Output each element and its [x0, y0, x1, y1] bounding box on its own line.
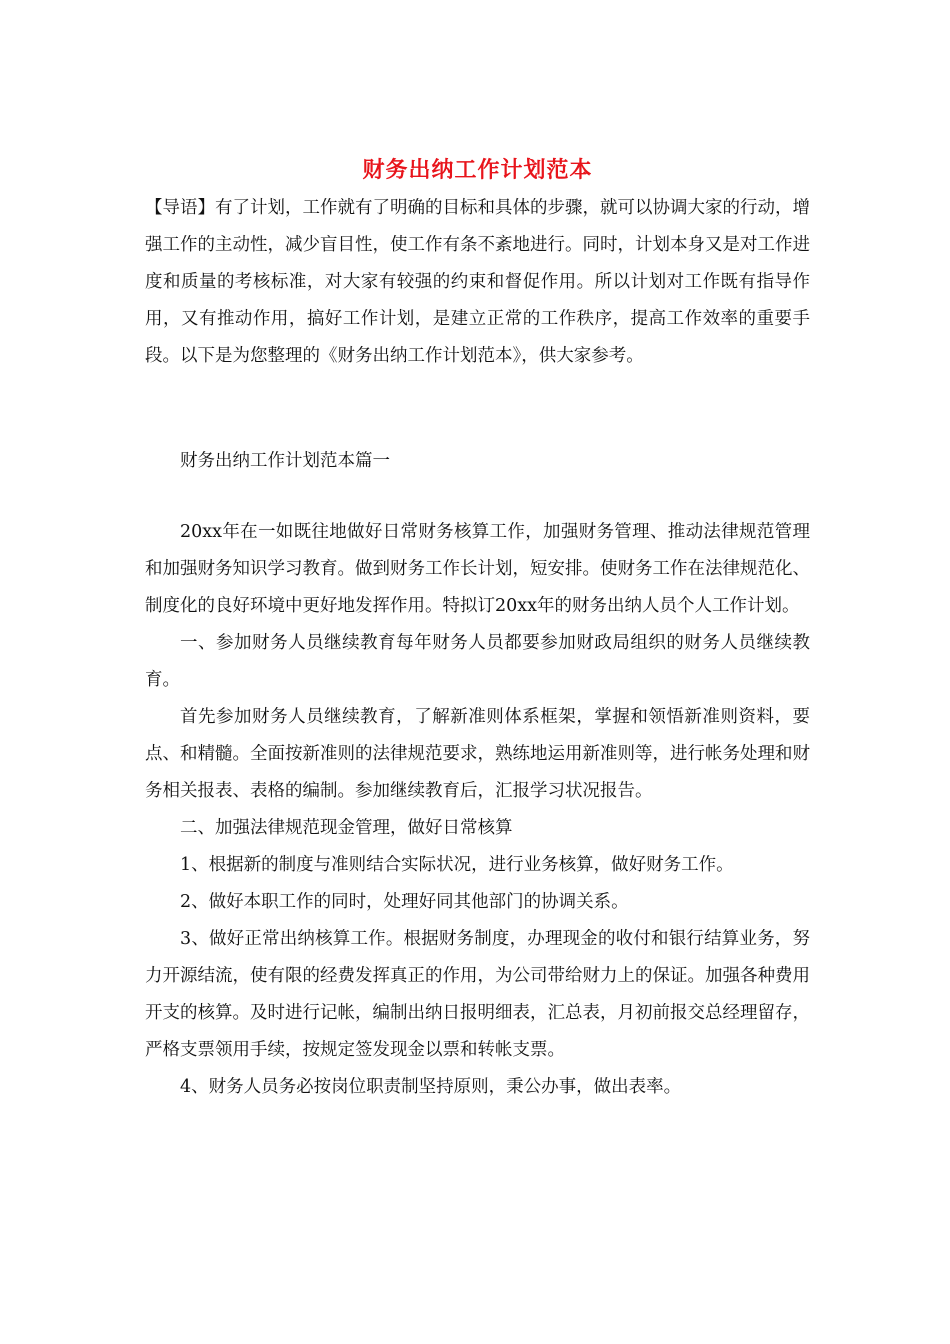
body-paragraph: 二、加强法律规范现金管理，做好日常核算 [180, 818, 513, 838]
intro-paragraph: 【导语】有了计划，工作就有了明确的目标和具体的步骤，就可以协调大家的行动，增强工作的主动性，减少盲目性，使工作有条不紊地进行。同时，计划本身又是对工作进度和质量的考核标准，对大家有较强的约束和督促作用。所以计划对工作既有指导作用，又有推动作用，搞好工作计划，是建立正常的工作秩序，提高工作效率的重要手段。以下是为您整理的《财务出纳工作计划范本》，供大家参考。 [145, 198, 810, 366]
spacer [145, 375, 810, 443]
document-content [145, 150, 810, 1106]
document-title: 财务出纳工作计划范本 [362, 157, 593, 183]
body-paragraph: 4、财务人员务必按岗位职责制坚持原则，秉公办事，做出表率。 [180, 1077, 682, 1097]
body-paragraph: 2、做好本职工作的同时，处理好同其他部门的协调关系。 [180, 892, 629, 912]
body-paragraph: 3、做好正常出纳核算工作。根据财务制度，办理现金的收付和银行结算业务，努力开源结流，使有限的经费发挥真正的作用，为公司带给财力上的保证。加强各种费用开支的核算。及时进行记帐，编制出纳日报明细表，汇总表，月初前报交总经理留存，严格支票领用手续，按规定签发现金以票和转帐支票。 [145, 929, 810, 1060]
body-paragraph: 1、根据新的制度与准则结合实际状况，进行业务核算，做好财务工作。 [180, 855, 734, 875]
body-paragraph: 一、参加财务人员继续教育每年财务人员都要参加财政局组织的财务人员继续教育。 [145, 633, 810, 690]
spacer [145, 480, 810, 514]
body-paragraph: 首先参加财务人员继续教育，了解新准则体系框架，掌握和领悟新准则资料，要点、和精髓。全面按新准则的法律规范要求，熟练地运用新准则等，进行帐务处理和财务相关报表、表格的编制。参加继续教育后，汇报学习状况报告。 [145, 707, 810, 801]
body-paragraph: 20xx年在一如既往地做好日常财务核算工作，加强财务管理、推动法律规范管理和加强财务知识学习教育。做到财务工作长计划，短安排。使财务工作在法律规范化、制度化的良好环境中更好地发挥作用。特拟订20xx年的财务出纳人员个人工作计划。 [145, 522, 810, 616]
section-title: 财务出纳工作计划范本篇一 [180, 451, 390, 471]
